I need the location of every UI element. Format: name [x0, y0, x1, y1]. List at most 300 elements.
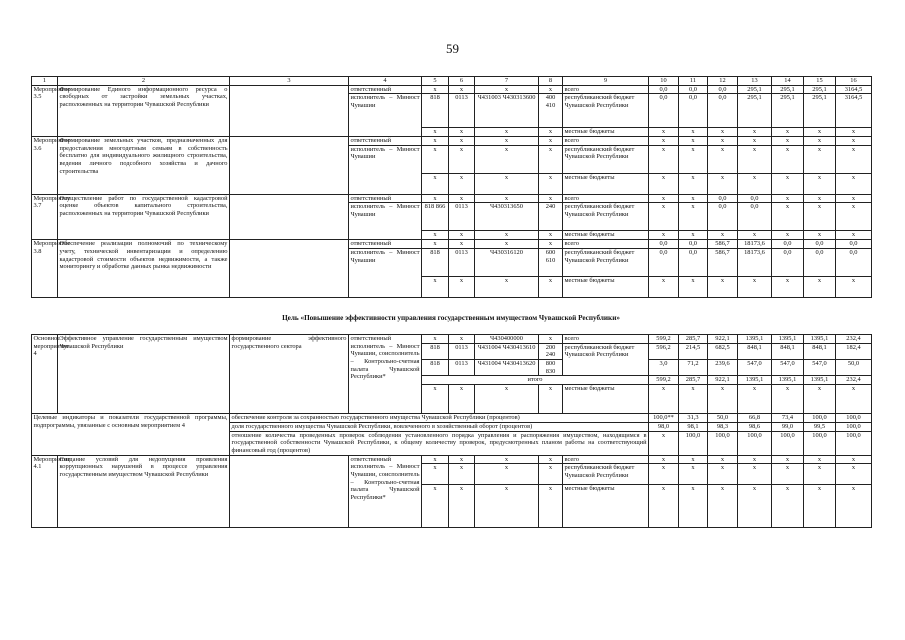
data-cell: Ч431004 Ч430413610	[475, 343, 539, 359]
data-cell: 295,1	[772, 94, 804, 128]
data-cell: 922,1	[708, 335, 738, 344]
data-cell: 599,2	[649, 335, 679, 344]
data-cell: x	[738, 145, 772, 173]
data-cell: 71,2	[679, 360, 708, 376]
data-cell: x	[475, 240, 539, 249]
data-cell: x	[422, 145, 449, 173]
funding-source: местные бюджеты	[563, 231, 649, 240]
data-cell: x	[449, 194, 475, 203]
data-cell: x	[804, 485, 836, 528]
data-cell: x	[422, 194, 449, 203]
data-cell: 1395,1	[772, 376, 804, 385]
data-cell: x	[449, 455, 475, 464]
data-cell: x	[649, 231, 679, 240]
data-cell: 586,7	[708, 240, 738, 249]
indicator-value: x	[649, 431, 679, 455]
data-cell: Ч431004 Ч430413620	[475, 360, 539, 376]
indicator-value: 100,0	[738, 431, 772, 455]
data-cell: x	[836, 194, 872, 203]
data-cell: x	[679, 194, 708, 203]
data-cell: x	[539, 385, 563, 414]
budget-table-top	[31, 76, 872, 298]
budget-table-bottom	[31, 334, 872, 528]
data-cell: x	[738, 455, 772, 464]
data-cell: 0,0	[836, 240, 872, 249]
indicator-value: 100,0	[804, 431, 836, 455]
data-cell: 285,7	[679, 335, 708, 344]
data-cell: x	[679, 385, 708, 414]
funding-source: республиканский бюджет Чувашской Республики	[563, 464, 649, 485]
data-cell: Ч430400000	[475, 335, 539, 344]
data-cell: x	[836, 145, 872, 173]
data-cell: 3164,5	[836, 85, 872, 94]
indicator-value: 100,0	[836, 422, 872, 431]
data-cell: x	[804, 137, 836, 146]
data-cell: x	[738, 485, 772, 528]
data-cell: x	[708, 464, 738, 485]
data-cell: x	[679, 137, 708, 146]
data-cell: x	[679, 203, 708, 231]
data-cell: 1395,1	[804, 376, 836, 385]
data-cell: x	[836, 231, 872, 240]
data-cell: 0113	[449, 94, 475, 128]
data-cell: 596,2	[649, 343, 679, 359]
funding-source: местные бюджеты	[563, 485, 649, 528]
responsible-value: исполнитель – Минюст Чувашии	[349, 94, 422, 137]
responsible-value: исполнитель – Минюст Чувашии	[349, 203, 422, 240]
indicator-text: обеспечение контроля за сохранностью государственного имущества Чувашской Республики (процентов)	[230, 414, 649, 423]
data-cell: x	[836, 128, 872, 137]
event-code: Мероприятие 3.5	[32, 85, 58, 136]
funding-source: всего	[563, 335, 649, 344]
data-cell: x	[804, 145, 836, 173]
data-cell: x	[708, 276, 738, 297]
data-cell: x	[679, 231, 708, 240]
column-header: 15	[804, 77, 836, 86]
column-header: 2	[58, 77, 230, 86]
data-cell: 285,7	[679, 376, 708, 385]
data-cell: x	[539, 276, 563, 297]
data-cell: x	[738, 231, 772, 240]
data-cell: x	[449, 276, 475, 297]
data-cell: 600 610	[539, 248, 563, 276]
data-cell: x	[836, 203, 872, 231]
data-cell: x	[772, 145, 804, 173]
data-cell: x	[539, 137, 563, 146]
data-cell: 3,0	[649, 360, 679, 376]
data-cell: x	[449, 385, 475, 414]
data-cell: x	[804, 385, 836, 414]
data-cell: 295,1	[772, 85, 804, 94]
data-cell: 818 866	[422, 203, 449, 231]
responsible-cell: ответственный исполнитель – Минюст Чувашии, соисполнитель – Контрольно-счетная палата Чувашской Республики*	[349, 335, 422, 414]
data-cell: Ч430316120	[475, 248, 539, 276]
data-cell: x	[679, 485, 708, 528]
data-cell: 922,1	[708, 376, 738, 385]
data-cell: 239,6	[708, 360, 738, 376]
data-cell: x	[539, 464, 563, 485]
responsible-label: ответственный	[349, 240, 422, 249]
data-cell: x	[449, 128, 475, 137]
data-cell: 682,5	[708, 343, 738, 359]
data-cell: x	[772, 485, 804, 528]
data-cell: x	[772, 203, 804, 231]
data-cell: x	[475, 128, 539, 137]
data-cell: x	[679, 128, 708, 137]
data-cell: x	[836, 137, 872, 146]
data-cell: x	[475, 137, 539, 146]
data-cell: 0,0	[649, 94, 679, 128]
data-cell: x	[539, 455, 563, 464]
data-cell: 0113	[449, 203, 475, 231]
data-cell: x	[772, 455, 804, 464]
data-cell: 0,0	[738, 203, 772, 231]
data-cell: 800 830	[539, 360, 563, 376]
data-cell: x	[475, 485, 539, 528]
indicator-value: 100,0	[679, 431, 708, 455]
funding-source: всего	[563, 137, 649, 146]
data-cell: 0,0	[836, 248, 872, 276]
data-cell: x	[772, 231, 804, 240]
data-cell: x	[649, 173, 679, 194]
data-cell: x	[708, 173, 738, 194]
data-cell: 295,1	[738, 94, 772, 128]
indicator-value: 100,0	[804, 414, 836, 423]
data-cell: x	[475, 194, 539, 203]
data-cell: x	[836, 485, 872, 528]
responsible-value: исполнитель – Минюст Чувашии	[349, 145, 422, 194]
data-cell: 0,0	[772, 248, 804, 276]
data-cell: 1395,1	[738, 335, 772, 344]
data-cell: 0,0	[708, 203, 738, 231]
indicators-label: Целевые индикаторы и показатели государственной программы, подпрограммы, увязанные с основным мероприятием 4	[32, 414, 230, 455]
data-cell: x	[475, 385, 539, 414]
data-cell: x	[539, 485, 563, 528]
data-cell: 848,1	[772, 343, 804, 359]
data-cell: x	[836, 173, 872, 194]
funding-source: всего	[563, 85, 649, 94]
event-code: Мероприятие 3.8	[32, 240, 58, 298]
funding-source: республиканский бюджет Чувашской Республики	[563, 343, 649, 376]
data-cell: x	[772, 276, 804, 297]
data-cell: x	[422, 231, 449, 240]
data-cell: x	[449, 464, 475, 485]
event-code: Мероприятие 3.7	[32, 194, 58, 239]
funding-source: местные бюджеты	[563, 385, 649, 414]
indicator-value: 66,8	[738, 414, 772, 423]
data-cell: x	[475, 145, 539, 173]
column-header: 6	[449, 77, 475, 86]
indicator-value: 31,3	[679, 414, 708, 423]
data-cell: 0113	[449, 248, 475, 276]
data-cell: x	[708, 455, 738, 464]
data-cell: x	[804, 231, 836, 240]
data-cell: x	[449, 137, 475, 146]
table-row	[32, 335, 872, 344]
data-cell: x	[738, 137, 772, 146]
data-cell: x	[679, 145, 708, 173]
event-code: Мероприятие 3.6	[32, 137, 58, 195]
data-cell: x	[449, 335, 475, 344]
data-cell: x	[539, 240, 563, 249]
data-cell: x	[422, 240, 449, 249]
data-cell: 18173,6	[738, 248, 772, 276]
column-header-row	[32, 77, 872, 86]
data-cell: x	[679, 464, 708, 485]
data-cell: x	[738, 464, 772, 485]
data-cell: 0,0	[772, 240, 804, 249]
data-cell: x	[475, 85, 539, 94]
data-cell: 3164,5	[836, 94, 872, 128]
data-cell: x	[679, 173, 708, 194]
data-cell: x	[422, 276, 449, 297]
indicator-text: доля государственного имущества Чувашской Республики, вовлеченного в хозяйственный оборот (процентов)	[230, 422, 649, 431]
data-cell: x	[772, 464, 804, 485]
data-cell: 0113	[449, 343, 475, 359]
data-cell: x	[649, 128, 679, 137]
data-cell: x	[772, 385, 804, 414]
event-name: Формирование земельных участков, предназначенных для предоставления многодетным семьям в собственность бесплатно для индивидуального жилищного строительства, ведения личного подсобного хозяйства и дачного строительства	[58, 137, 230, 195]
indicator-text: отношение количества проведенных проверок соблюдения установленного порядка управления и распоряжения имуществом, находящимся в государственной собственности Чувашской Республики, к общему количеству проверок, предусмотренных планом работы на соответствующий финансовый год (процентов)	[231, 431, 647, 454]
data-cell: x	[539, 85, 563, 94]
responsible-label: ответственный	[349, 194, 422, 203]
data-cell: 295,1	[804, 85, 836, 94]
funding-source: местные бюджеты	[563, 276, 649, 297]
data-cell: x	[738, 276, 772, 297]
column-header: 4	[349, 77, 422, 86]
column-header: 14	[772, 77, 804, 86]
data-cell: x	[422, 128, 449, 137]
data-cell: x	[422, 85, 449, 94]
data-cell: x	[804, 203, 836, 231]
data-cell: x	[649, 137, 679, 146]
data-cell: x	[475, 173, 539, 194]
data-cell: 848,1	[804, 343, 836, 359]
page-number: 59	[446, 41, 459, 56]
data-cell: x	[539, 145, 563, 173]
data-cell: x	[422, 137, 449, 146]
data-cell: 547,0	[738, 360, 772, 376]
data-cell: 818	[422, 94, 449, 128]
indicator-value: 99,5	[804, 422, 836, 431]
data-cell: 0,0	[804, 240, 836, 249]
data-cell: x	[708, 128, 738, 137]
data-cell: x	[836, 276, 872, 297]
data-cell: x	[539, 335, 563, 344]
data-cell: 0,0	[708, 194, 738, 203]
indicator-value: 100,0	[836, 431, 872, 455]
data-cell: x	[772, 137, 804, 146]
data-cell: 200 240	[539, 343, 563, 359]
event-code: Мероприятие 4.1	[32, 455, 58, 528]
data-cell: x	[539, 194, 563, 203]
data-cell: x	[649, 203, 679, 231]
indicator-value: 98,3	[708, 422, 738, 431]
data-cell: x	[804, 194, 836, 203]
table-row	[32, 85, 872, 94]
data-cell: x	[422, 173, 449, 194]
data-cell: x	[649, 194, 679, 203]
data-cell: 0,0	[649, 240, 679, 249]
data-cell: 0,0	[708, 85, 738, 94]
data-cell: x	[449, 231, 475, 240]
data-cell: 0,0	[679, 94, 708, 128]
data-cell: x	[539, 231, 563, 240]
data-cell: x	[804, 128, 836, 137]
event-name: Формирование Единого информационного ресурса о свободных от застройки земельных участках, расположенных на территории Чувашской Республики	[58, 85, 230, 136]
data-cell: 1395,1	[738, 376, 772, 385]
target-cell	[230, 85, 349, 136]
goal-title: Цель «Повышение эффективности управления государственным имуществом Чувашской Республики»	[282, 314, 620, 322]
data-cell: 18173,6	[738, 240, 772, 249]
data-cell: 240	[539, 203, 563, 231]
indicator-value: 100,0	[836, 414, 872, 423]
funding-source: республиканский бюджет Чувашской Республики	[563, 248, 649, 276]
data-cell: 848,1	[738, 343, 772, 359]
data-cell: 818	[422, 248, 449, 276]
funding-source: местные бюджеты	[563, 173, 649, 194]
funding-source: всего	[563, 455, 649, 464]
column-header: 10	[649, 77, 679, 86]
data-cell: 232,4	[836, 335, 872, 344]
data-cell: x	[804, 276, 836, 297]
indicator-value: 99,0	[772, 422, 804, 431]
indicator-value: 100,0	[708, 431, 738, 455]
data-cell: Ч431003 Ч430313600	[475, 94, 539, 128]
funding-source: республиканский бюджет Чувашской Республики	[563, 203, 649, 231]
indicator-value: 50,0	[708, 414, 738, 423]
column-header: 8	[539, 77, 563, 86]
funding-source: республиканский бюджет Чувашской Республики	[563, 145, 649, 173]
data-cell: x	[836, 385, 872, 414]
data-cell: x	[804, 464, 836, 485]
data-cell: x	[708, 385, 738, 414]
data-cell: x	[708, 231, 738, 240]
data-cell: 182,4	[836, 343, 872, 359]
data-cell: 0,0	[649, 248, 679, 276]
responsible-value: исполнитель – Минюст Чувашии	[349, 248, 422, 297]
data-cell: x	[449, 85, 475, 94]
data-cell: x	[475, 455, 539, 464]
total-label: итого	[422, 376, 649, 385]
target-cell	[230, 455, 349, 528]
data-cell: 0,0	[649, 85, 679, 94]
responsible-label: ответственный	[349, 137, 422, 146]
data-cell: x	[708, 145, 738, 173]
data-cell: x	[649, 455, 679, 464]
column-header: 13	[738, 77, 772, 86]
target-cell: формирование эффективного государственного сектора	[230, 335, 349, 414]
column-header: 12	[708, 77, 738, 86]
data-cell: 232,4	[836, 376, 872, 385]
column-header: 1	[32, 77, 58, 86]
column-header: 5	[422, 77, 449, 86]
data-cell: 0,0	[679, 248, 708, 276]
data-cell: 400 410	[539, 94, 563, 128]
target-cell	[230, 194, 349, 239]
target-cell	[230, 137, 349, 195]
data-cell: x	[422, 455, 449, 464]
data-cell: 818	[422, 360, 449, 376]
data-cell: x	[679, 276, 708, 297]
data-cell: x	[708, 485, 738, 528]
event-name: Обеспечение реализации полномочий по техническому учету, технической инвентаризации и определению кадастровой стоимости объектов недвижимости, а также мониторингу и обработке данных рынка недвижимости	[58, 240, 230, 298]
data-cell: x	[649, 485, 679, 528]
table-row	[32, 137, 872, 146]
event-code: Основное мероприятие 4	[32, 335, 58, 414]
data-cell: x	[836, 464, 872, 485]
data-cell: x	[738, 173, 772, 194]
column-header: 3	[230, 77, 349, 86]
indicator-value: 100,0	[772, 431, 804, 455]
data-cell: 295,1	[738, 85, 772, 94]
data-cell: x	[649, 385, 679, 414]
data-cell: x	[836, 455, 872, 464]
data-cell: 50,0	[836, 360, 872, 376]
data-cell: 1395,1	[804, 335, 836, 344]
data-cell: x	[449, 485, 475, 528]
data-cell: 0,0	[679, 240, 708, 249]
data-cell: Ч430313650	[475, 203, 539, 231]
data-cell: x	[475, 276, 539, 297]
data-cell: 0,0	[738, 194, 772, 203]
table-row	[32, 240, 872, 249]
data-cell: x	[738, 385, 772, 414]
data-cell: x	[804, 173, 836, 194]
event-name: Осуществление работ по государственной кадастровой оценке объектов капитального строительства, расположенных на территории Чувашской Республики	[58, 194, 230, 239]
data-cell: x	[449, 240, 475, 249]
funding-source: всего	[563, 194, 649, 203]
data-cell: 1395,1	[772, 335, 804, 344]
responsible-label: ответственный	[349, 85, 422, 94]
data-cell: x	[679, 455, 708, 464]
data-cell: x	[449, 173, 475, 194]
data-cell: 586,7	[708, 248, 738, 276]
data-cell: x	[708, 137, 738, 146]
funding-source: местные бюджеты	[563, 128, 649, 137]
indicator-value: 98,0	[649, 422, 679, 431]
data-cell: x	[422, 335, 449, 344]
data-cell: x	[649, 276, 679, 297]
data-cell: x	[475, 231, 539, 240]
data-cell: x	[649, 464, 679, 485]
data-cell: 0113	[449, 360, 475, 376]
target-cell	[230, 240, 349, 298]
data-cell: x	[422, 464, 449, 485]
event-name: Создание условий для недопущения проявления коррупционных нарушений в процессе управления государственным имуществом Чувашской Республики	[58, 455, 230, 528]
data-cell: x	[772, 194, 804, 203]
data-cell: x	[539, 173, 563, 194]
data-cell: x	[422, 385, 449, 414]
data-cell: 547,0	[772, 360, 804, 376]
data-cell: 0,0	[708, 94, 738, 128]
indicator-value: 100,0**	[649, 414, 679, 423]
indicator-value: 73,4	[772, 414, 804, 423]
funding-source: всего	[563, 240, 649, 249]
data-cell: 818	[422, 343, 449, 359]
data-cell: x	[804, 455, 836, 464]
column-header: 9	[563, 77, 649, 86]
responsible-cell: ответственный исполнитель – Минюст Чувашии, соисполнитель – Контрольно-счетная палата Чувашской Республики*	[349, 455, 422, 528]
indicator-row	[32, 414, 872, 423]
data-cell: x	[539, 128, 563, 137]
table-row	[32, 194, 872, 203]
funding-source: республиканский бюджет Чувашской Республики	[563, 94, 649, 128]
data-cell: x	[772, 128, 804, 137]
data-cell: x	[772, 173, 804, 194]
data-cell: x	[449, 145, 475, 173]
data-cell: x	[475, 464, 539, 485]
